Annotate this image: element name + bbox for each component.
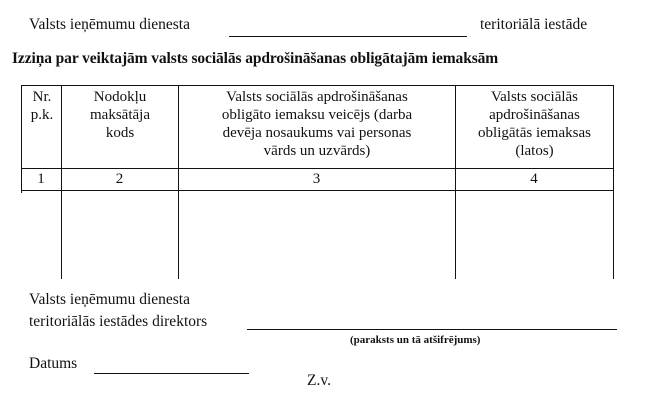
column-number-4: 4 [530, 171, 538, 187]
office-name-field[interactable] [229, 36, 467, 37]
header-col-payer-line: Valsts sociālās apdrošināšanas [226, 89, 408, 105]
header-col-nr [23, 88, 61, 124]
contributions-table [21, 85, 614, 279]
header-col-taxpayer-code-line: maksātāja [90, 107, 150, 123]
payer-name-field[interactable] [179, 192, 454, 278]
header-col-taxpayer-code-line: kods [105, 125, 135, 141]
document-title: Izziņa par veiktajām valsts sociālās apdrošināšanas obligātajām iemaksām [12, 50, 499, 67]
header-col-taxpayer-code-line: Nodokļu [93, 89, 147, 105]
stamp-label: Z.v. [307, 372, 331, 389]
header-col-payer [179, 88, 455, 160]
header-col-contributions-line: obligātās iemaksas [478, 125, 591, 141]
table-right-border [613, 85, 614, 279]
header-divider [21, 168, 614, 169]
date-label: Datums [29, 355, 78, 372]
office-label: Valsts ieņēmumu dienesta [29, 16, 190, 33]
signature-field[interactable] [247, 329, 617, 330]
header-col-nr-line: p.k. [30, 107, 54, 123]
signature-caption: (paraksts un tā atšifrējums) [350, 334, 481, 346]
header-col-contributions-line: apdrošināšanas [489, 107, 580, 123]
taxpayer-code-field[interactable] [62, 192, 177, 278]
date-field[interactable] [94, 373, 249, 374]
contribution-amount-field[interactable] [456, 192, 612, 278]
header-col-contributions-line: (latos) [515, 143, 554, 159]
header-col-payer-line: obligāto iemaksu veicējs (darba [221, 107, 413, 123]
director-label-line1: Valsts ieņēmumu dienesta [29, 291, 190, 308]
header-col-payer-line: vārds un uzvārds) [263, 143, 371, 159]
header-col-taxpayer-code [62, 88, 178, 142]
column-number-1: 1 [37, 171, 45, 187]
director-label-line2: teritoriālās iestādes direktors [29, 313, 208, 330]
header-col-contributions [456, 88, 613, 160]
office-suffix-label: teritoriālā iestāde [480, 16, 588, 33]
column-number-3: 3 [312, 171, 321, 187]
table-top-border [21, 85, 614, 86]
column-number-2: 2 [115, 171, 124, 187]
header-col-contributions-line: Valsts sociālās [490, 89, 579, 105]
number-row-divider [21, 190, 614, 191]
header-col-nr-line: Nr. [32, 89, 52, 105]
header-col-payer-line: devēja nosaukums vai personas [222, 125, 412, 141]
